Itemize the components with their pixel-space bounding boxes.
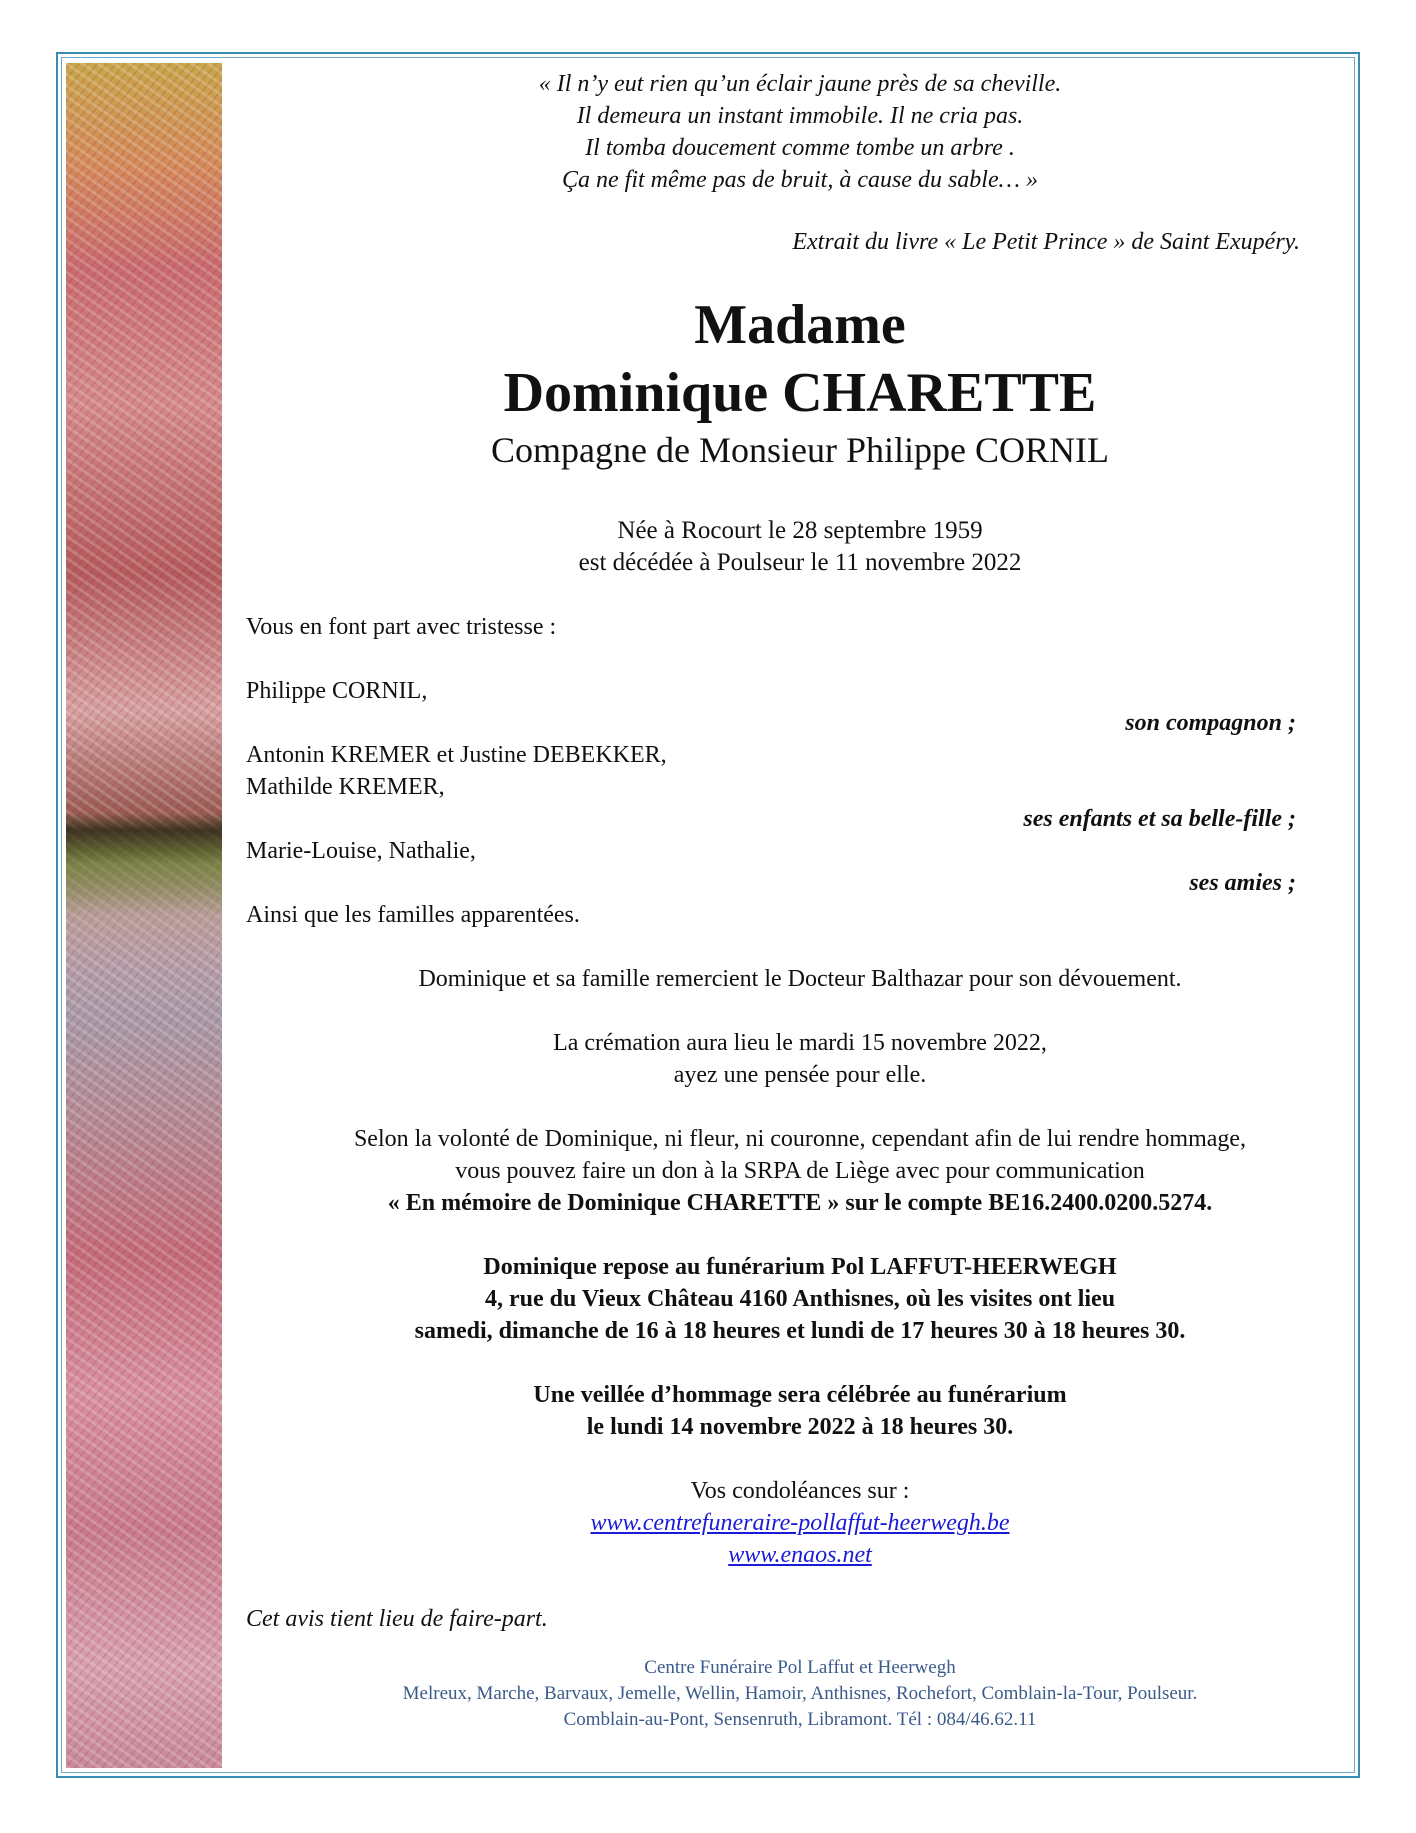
deceased-title: Madame (694, 294, 906, 356)
quote-line: Ça ne fit même pas de bruit, à cause du sable… » (562, 167, 1038, 193)
cremation-block (330, 1027, 1270, 1091)
quote-line: « Il n’y eut rien qu’un éclair jaune près de sa cheville. (538, 71, 1062, 97)
partner-role: son compagnon ; (1125, 710, 1296, 736)
quote-line: Il demeura un instant immobile. Il ne cria pas. (576, 103, 1024, 129)
condolences-link-funeral-center[interactable]: www.centrefuneraire-pollaffut-heerwegh.be (590, 1510, 1010, 1536)
partner-names: Philippe CORNIL, (246, 678, 428, 704)
donation-line: vous pouvez faire un don à la SRPA de Liège avec pour communication (455, 1158, 1145, 1184)
donation-account-line: « En mémoire de Dominique CHARETTE » sur le compte BE16.2400.0200.5274. (387, 1190, 1213, 1216)
cremation-line: La crémation aura lieu le mardi 15 novembre 2022, (553, 1030, 1047, 1056)
visits-line: Dominique repose au funérarium Pol LAFFUT-HEERWEGH (483, 1254, 1117, 1280)
notice-line: Cet avis tient lieu de faire-part. (246, 1606, 548, 1632)
quote-block (330, 68, 1270, 196)
children-line: Antonin KREMER et Justine DEBEKKER, (246, 742, 667, 768)
flowering-trees-image (66, 63, 222, 1768)
deceased-name: Dominique CHARETTE (503, 362, 1097, 424)
children-role: ses enfants et sa belle-fille ; (1023, 806, 1296, 832)
birth-line: Née à Rocourt le 28 septembre 1959 (617, 517, 983, 544)
deceased-relation: Compagne de Monsieur Philippe CORNIL (491, 430, 1109, 470)
visits-block (260, 1251, 1340, 1347)
friends-role: ses amies ; (1189, 870, 1296, 896)
quote-line: Il tomba doucement comme tombe un arbre . (585, 135, 1015, 161)
visits-line: 4, rue du Vieux Château 4160 Anthisnes, où les visites ont lieu (484, 1286, 1116, 1312)
vigil-line: le lundi 14 novembre 2022 à 18 heures 30. (586, 1414, 1014, 1440)
children-line: Mathilde KREMER, (246, 774, 445, 800)
quote-source: Extrait du livre « Le Petit Prince » de Saint Exupéry. (792, 229, 1300, 255)
footer-line: Melreux, Marche, Barvaux, Jemelle, Wellin, Hamoir, Anthisnes, Rochefort, Comblain-la-Tour, Poulseur. (402, 1683, 1198, 1704)
thanks-line: Dominique et sa famille remercient le Docteur Balthazar pour son dévouement. (418, 966, 1182, 992)
family-intro: Vous en font part avec tristesse : (246, 614, 557, 640)
vigil-line: Une veillée d’hommage sera célébrée au funérarium (533, 1382, 1067, 1408)
donation-block (260, 1123, 1340, 1219)
death-line: est décédée à Poulseur le 11 novembre 2022 (578, 549, 1022, 576)
condolences-link-enaos[interactable]: www.enaos.net (728, 1542, 872, 1568)
vigil-block (330, 1379, 1270, 1443)
funeral-center-footer (330, 1655, 1270, 1733)
cremation-line: ayez une pensée pour elle. (673, 1062, 927, 1088)
condolences-label: Vos condoléances sur : (690, 1478, 910, 1504)
donation-line: Selon la volonté de Dominique, ni fleur, ni couronne, cependant afin de lui rendre hommage, (353, 1126, 1247, 1152)
condolences-block (330, 1475, 1270, 1571)
footer-line: Centre Funéraire Pol Laffut et Heerwegh (644, 1657, 956, 1678)
friends-names: Marie-Louise, Nathalie, (246, 838, 476, 864)
visits-line: samedi, dimanche de 16 à 18 heures et lundi de 17 heures 30 à 18 heures 30. (414, 1318, 1186, 1344)
other-families: Ainsi que les familles apparentées. (246, 902, 580, 928)
footer-line: Comblain-au-Pont, Sensenruth, Libramont. Tél : 084/46.62.11 (563, 1709, 1037, 1730)
